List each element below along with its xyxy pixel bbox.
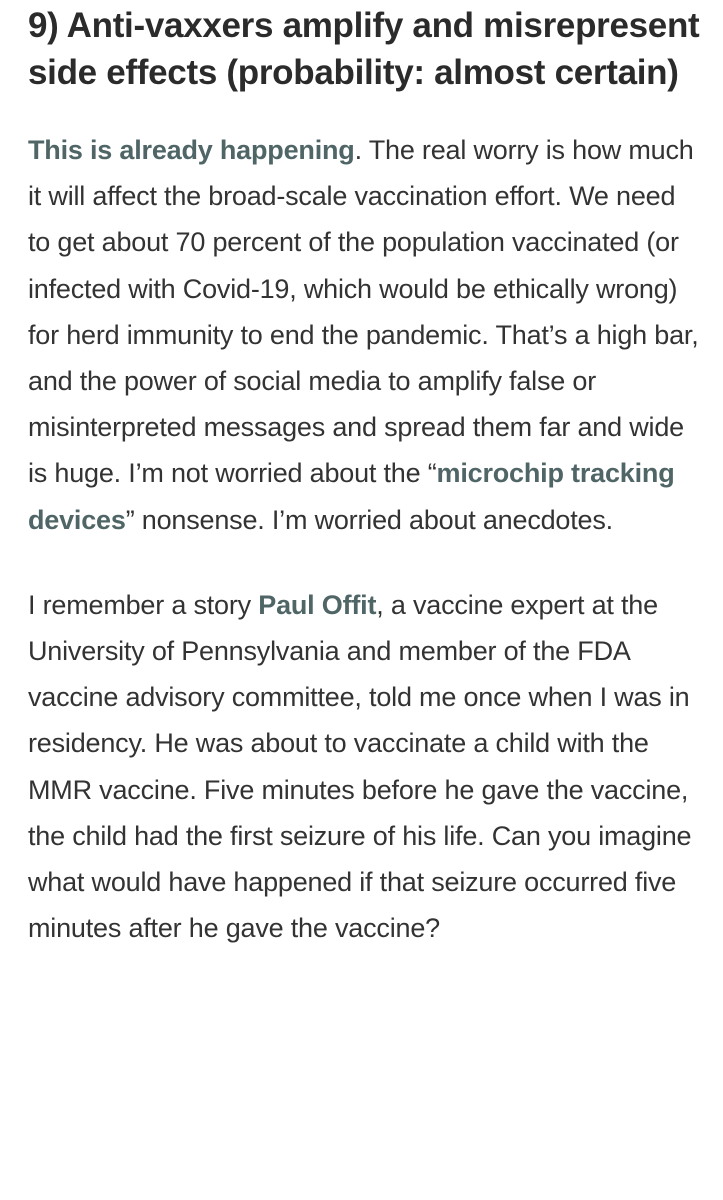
section-heading: 9) Anti-vaxxers amplify and misrepresent side effects (probability: almost certain) xyxy=(28,6,700,92)
article xyxy=(28,0,700,951)
link-paul-offit[interactable]: Paul Offit xyxy=(258,589,377,620)
link-microchip-tracking-devices[interactable]: microchip tracking devices xyxy=(28,458,675,535)
paragraph-2-text-b: , a vaccine expert at the University of Pennsylvania and member of the FDA vaccine advisory committee, told me once when I was in residency. He was about to vaccinate a child with the MMR vaccine. Five minutes before he gave the vaccine, the child had the first seizure of his life. Can you imagine what would have happened if that seizure occurred five minutes after he gave the vaccine? xyxy=(28,589,692,944)
paragraph-1 xyxy=(28,127,700,543)
link-already-happening[interactable]: This is already happening xyxy=(28,135,355,165)
paragraph-1-text-a: . The real worry is how much it will affect the broad-scale vaccination effort. We need to get about 70 percent of the population vaccinated (or infected with Covid-19, which would be ethically wrong) for herd immunity to end the pandemic. That’s a high bar, and the power of social media to amplify false or misinterpreted messages and spread them far and wide is huge. I’m not worried about the “ xyxy=(28,135,699,489)
paragraph-2 xyxy=(28,582,700,952)
paragraph-1-text-b: ” nonsense. I’m worried about anecdotes. xyxy=(125,504,613,535)
paragraph-2-text-a: I remember a story xyxy=(28,589,259,620)
